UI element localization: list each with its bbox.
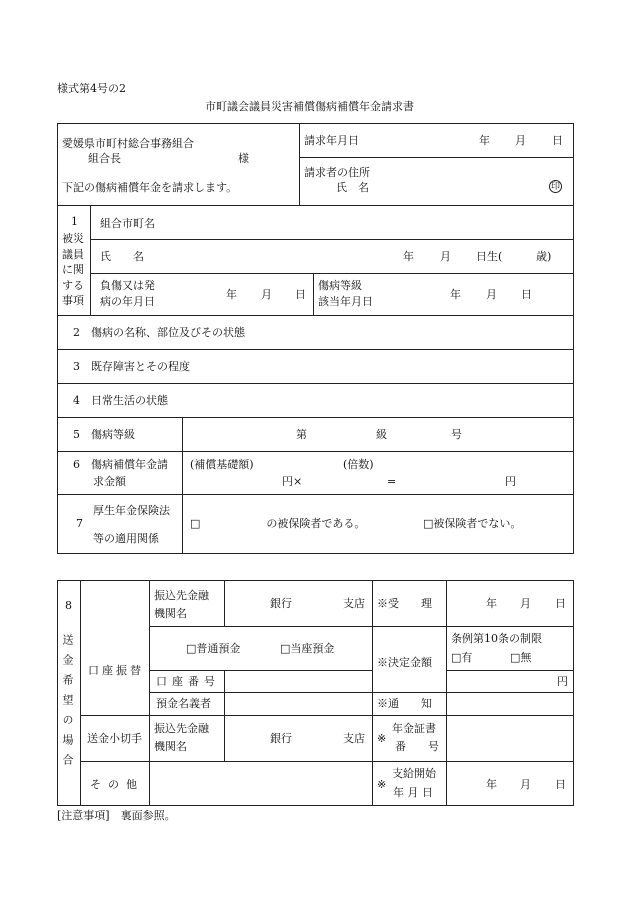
section1-label: 被災議員に関する事項 xyxy=(62,232,84,307)
start-label-1: 支給開始 xyxy=(392,767,436,780)
row7-label-2: 等の適用関係 xyxy=(93,532,159,545)
row5-go: 号 xyxy=(451,428,462,441)
birth-month: 月 xyxy=(440,250,451,263)
restriction-yes-checkbox[interactable]: □有 xyxy=(451,651,473,664)
remittance-table xyxy=(57,580,574,806)
grade-date-label-2: 該当年月日 xyxy=(318,295,373,308)
cert-label-2: 番 号 xyxy=(395,740,439,753)
receipt-month: 月 xyxy=(520,597,531,610)
grade-year: 年 xyxy=(450,288,461,301)
birth-year: 年 xyxy=(403,250,414,263)
restriction-label: 条例第10条の制限 xyxy=(451,632,542,645)
row6-equals: = xyxy=(387,475,397,488)
request-date-month: 月 xyxy=(515,134,526,147)
start-kome: ※ xyxy=(377,778,387,791)
seal-icon: 印 xyxy=(550,182,560,192)
row2-label: 2 傷病の名称、部位及びその状態 xyxy=(73,326,245,339)
row6-multiplier-label: (倍数) xyxy=(343,458,374,471)
start-year: 年 xyxy=(486,778,497,791)
receipt-label: ※受 理 xyxy=(377,597,432,610)
row5-label: 5 傷病等級 xyxy=(73,428,135,441)
kogitte-shiten: 支店 xyxy=(343,732,365,745)
age-suffix: 歳) xyxy=(536,250,552,263)
other-label: その他 xyxy=(90,778,144,791)
restriction-no-checkbox[interactable]: □無 xyxy=(510,651,532,664)
address-label: 請求者の住所 xyxy=(304,166,370,179)
request-date-year: 年 xyxy=(479,134,490,147)
notice-label: ※通 知 xyxy=(377,697,432,710)
bank-ginko: 銀行 xyxy=(270,597,292,610)
toza-checkbox[interactable]: □当座預金 xyxy=(280,642,335,655)
victim-name-label: 氏 名 xyxy=(100,250,144,263)
receipt-year: 年 xyxy=(486,597,497,610)
municipality-label: 組合市町名 xyxy=(100,217,155,230)
claimant-name-label: 氏 名 xyxy=(336,181,369,194)
form-number: 様式第4号の2 xyxy=(57,82,126,95)
cert-label-1: 年金証書 xyxy=(392,722,436,735)
row5-kyu: 級 xyxy=(376,428,387,441)
bank-shiten: 支店 xyxy=(343,597,365,610)
row6-yen: 円 xyxy=(505,475,516,488)
injury-date-label-2: 病の年月日 xyxy=(100,295,155,308)
grade-date-label-1: 傷病等級 xyxy=(318,279,362,292)
row6-base-label: (補償基礎額) xyxy=(190,458,254,471)
grade-day: 日 xyxy=(521,288,532,301)
row5-dai: 第 xyxy=(296,428,307,441)
injury-month: 月 xyxy=(261,288,272,301)
start-month: 月 xyxy=(520,778,531,791)
request-text: 下記の傷病補償年金を請求します。 xyxy=(62,181,238,194)
cert-kome: ※ xyxy=(377,732,387,745)
row7-insured-checkbox[interactable]: □ の被保険者である。 xyxy=(190,517,366,530)
row7-not-insured-checkbox[interactable]: □被保険者でない。 xyxy=(423,517,522,530)
section8-number: 8 xyxy=(65,599,72,612)
note: [注意事項] 裏面参照。 xyxy=(57,809,176,822)
bank-label-2: 機関名 xyxy=(154,607,187,620)
request-date-day: 日 xyxy=(552,134,563,147)
account-holder-label: 預金名義者 xyxy=(156,697,211,710)
injury-day: 日 xyxy=(295,288,306,301)
decided-yen: 円 xyxy=(557,675,568,688)
row6-yen-times: 円× xyxy=(282,475,303,488)
injury-year: 年 xyxy=(226,288,237,301)
kogitte-ginko: 銀行 xyxy=(270,732,292,745)
row6-label-1: 6 傷病補償年金請 xyxy=(73,458,168,471)
section1-number: 1 xyxy=(71,215,78,228)
row3-label: 3 既存障害とその程度 xyxy=(73,360,190,373)
row7-number: 7 xyxy=(76,517,83,530)
decided-amount-label: ※決定金額 xyxy=(377,656,432,669)
kogitte-bank-label-2: 機関名 xyxy=(154,740,187,753)
grade-month: 月 xyxy=(486,288,497,301)
addressee-sama: 様 xyxy=(238,152,249,165)
row4-label: 4 日常生活の状態 xyxy=(73,394,168,407)
kouza-label: 口座振替 xyxy=(88,664,144,677)
start-day: 日 xyxy=(555,778,566,791)
row6-label-2: 求金額 xyxy=(93,475,126,488)
form-title: 市町議会議員災害補償傷病補償年金請求書 xyxy=(205,100,414,113)
futsu-checkbox[interactable]: □普通預金 xyxy=(186,642,241,655)
kogitte-label: 送金小切手 xyxy=(87,732,142,745)
section8-label: 送金希望の場合 xyxy=(61,634,74,774)
account-number-label: 口座番号 xyxy=(156,675,220,688)
kogitte-bank-label-1: 振込先金融 xyxy=(154,722,209,735)
injury-date-label-1: 負傷又は発 xyxy=(100,279,155,292)
start-label-2: 年 月 日 xyxy=(393,786,433,799)
bank-label-1: 振込先金融 xyxy=(154,589,209,602)
addressee-line2: 組合長 xyxy=(88,152,121,165)
row7-label-1: 厚生年金保険法 xyxy=(93,504,170,517)
request-date-label: 請求年月日 xyxy=(304,134,359,147)
receipt-day: 日 xyxy=(555,597,566,610)
birth-suffix: 日生( xyxy=(476,250,503,263)
addressee-line1: 愛媛県市町村総合事務組合 xyxy=(62,137,194,150)
